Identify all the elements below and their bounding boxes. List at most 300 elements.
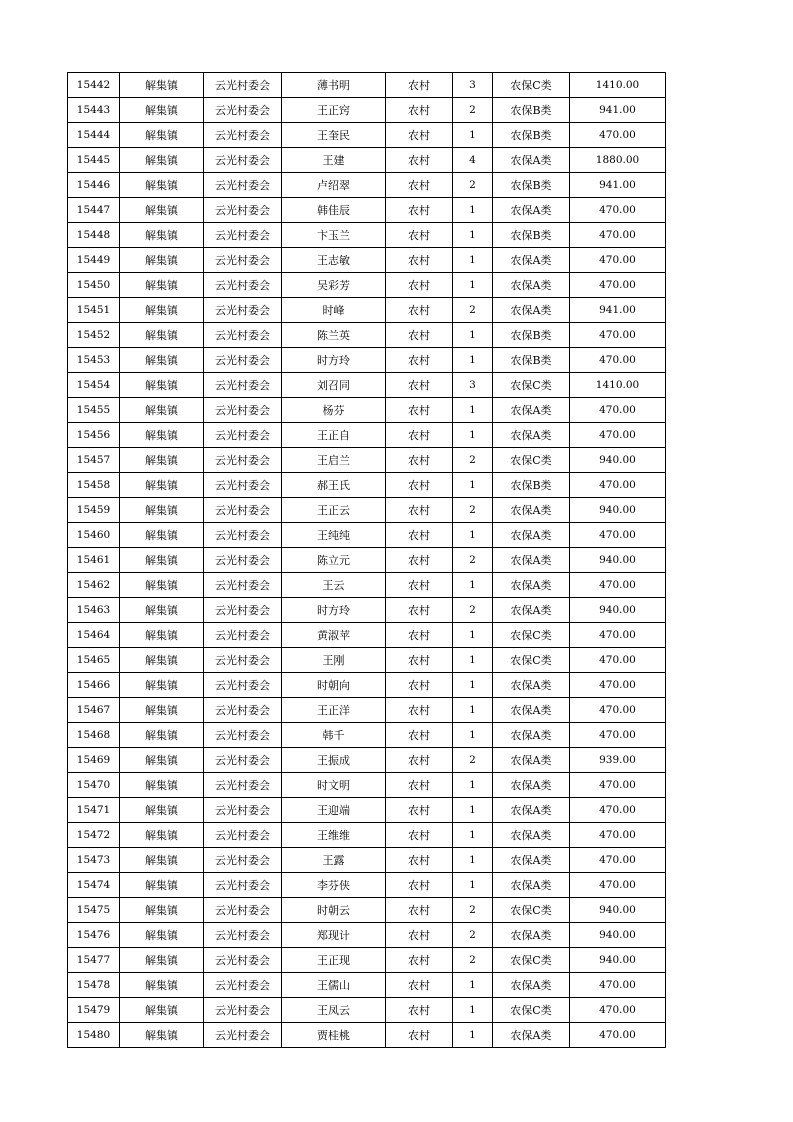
village-committee-cell: 云光村委会 [204,773,282,798]
town-cell: 解集镇 [120,98,204,123]
village-committee-cell: 云光村委会 [204,248,282,273]
category-cell: 农保C类 [493,898,570,923]
amount-cell: 1880.00 [570,148,666,173]
table-row [68,823,666,848]
village-committee-cell: 云光村委会 [204,423,282,448]
amount-cell: 1410.00 [570,73,666,98]
area-type-cell: 农村 [386,998,453,1023]
serial-number-cell: 15458 [68,473,120,498]
amount-cell: 470.00 [570,248,666,273]
category-cell: 农保A类 [493,723,570,748]
serial-number-cell: 15444 [68,123,120,148]
town-cell: 解集镇 [120,848,204,873]
category-cell: 农保A类 [493,598,570,623]
category-cell: 农保A类 [493,973,570,998]
area-type-cell: 农村 [386,123,453,148]
household-count-cell: 1 [453,798,493,823]
table-row [68,673,666,698]
household-count-cell: 1 [453,523,493,548]
household-count-cell: 1 [453,473,493,498]
town-cell: 解集镇 [120,973,204,998]
area-type-cell: 农村 [386,573,453,598]
table-row [68,973,666,998]
area-type-cell: 农村 [386,898,453,923]
household-count-cell: 2 [453,598,493,623]
town-cell: 解集镇 [120,423,204,448]
household-count-cell: 1 [453,423,493,448]
name-cell: 王振成 [282,748,386,773]
name-cell: 王纯纯 [282,523,386,548]
town-cell: 解集镇 [120,548,204,573]
area-type-cell: 农村 [386,373,453,398]
table-row [68,473,666,498]
area-type-cell: 农村 [386,798,453,823]
name-cell: 王正现 [282,948,386,973]
household-count-cell: 1 [453,873,493,898]
category-cell: 农保A类 [493,398,570,423]
category-cell: 农保A类 [493,923,570,948]
area-type-cell: 农村 [386,673,453,698]
village-committee-cell: 云光村委会 [204,948,282,973]
name-cell: 卢绍翠 [282,173,386,198]
town-cell: 解集镇 [120,223,204,248]
village-committee-cell: 云光村委会 [204,1023,282,1048]
household-count-cell: 2 [453,548,493,573]
area-type-cell: 农村 [386,723,453,748]
town-cell: 解集镇 [120,273,204,298]
table-row [68,873,666,898]
name-cell: 时朝云 [282,898,386,923]
household-count-cell: 4 [453,148,493,173]
serial-number-cell: 15472 [68,823,120,848]
household-count-cell: 1 [453,273,493,298]
household-count-cell: 2 [453,498,493,523]
amount-cell: 940.00 [570,548,666,573]
village-committee-cell: 云光村委会 [204,698,282,723]
table-row [68,648,666,673]
town-cell: 解集镇 [120,873,204,898]
town-cell: 解集镇 [120,148,204,173]
table-row [68,448,666,473]
amount-cell: 940.00 [570,598,666,623]
amount-cell: 940.00 [570,923,666,948]
village-committee-cell: 云光村委会 [204,73,282,98]
town-cell: 解集镇 [120,698,204,723]
area-type-cell: 农村 [386,698,453,723]
town-cell: 解集镇 [120,398,204,423]
serial-number-cell: 15480 [68,1023,120,1048]
household-count-cell: 1 [453,998,493,1023]
area-type-cell: 农村 [386,523,453,548]
household-count-cell: 1 [453,248,493,273]
category-cell: 农保C类 [493,998,570,1023]
town-cell: 解集镇 [120,373,204,398]
name-cell: 王刚 [282,648,386,673]
name-cell: 郝王氏 [282,473,386,498]
serial-number-cell: 15464 [68,623,120,648]
serial-number-cell: 15476 [68,923,120,948]
amount-cell: 941.00 [570,298,666,323]
village-committee-cell: 云光村委会 [204,298,282,323]
serial-number-cell: 15470 [68,773,120,798]
table-row [68,398,666,423]
town-cell: 解集镇 [120,898,204,923]
amount-cell: 470.00 [570,823,666,848]
amount-cell: 470.00 [570,573,666,598]
town-cell: 解集镇 [120,598,204,623]
table-row [68,548,666,573]
amount-cell: 470.00 [570,798,666,823]
village-committee-cell: 云光村委会 [204,898,282,923]
table-row [68,423,666,448]
records-body [68,73,666,1048]
category-cell: 农保A类 [493,823,570,848]
village-committee-cell: 云光村委会 [204,848,282,873]
town-cell: 解集镇 [120,948,204,973]
serial-number-cell: 15466 [68,673,120,698]
household-count-cell: 1 [453,573,493,598]
name-cell: 王奎民 [282,123,386,148]
amount-cell: 940.00 [570,498,666,523]
area-type-cell: 农村 [386,773,453,798]
area-type-cell: 农村 [386,223,453,248]
household-count-cell: 1 [453,198,493,223]
amount-cell: 470.00 [570,273,666,298]
town-cell: 解集镇 [120,773,204,798]
category-cell: 农保C类 [493,373,570,398]
category-cell: 农保A类 [493,798,570,823]
table-row [68,123,666,148]
category-cell: 农保A类 [493,573,570,598]
table-row [68,1023,666,1048]
village-committee-cell: 云光村委会 [204,323,282,348]
name-cell: 王迎端 [282,798,386,823]
name-cell: 王维维 [282,823,386,848]
serial-number-cell: 15478 [68,973,120,998]
table-row [68,798,666,823]
area-type-cell: 农村 [386,598,453,623]
area-type-cell: 农村 [386,398,453,423]
category-cell: 农保B类 [493,323,570,348]
village-committee-cell: 云光村委会 [204,448,282,473]
village-committee-cell: 云光村委会 [204,673,282,698]
household-count-cell: 2 [453,948,493,973]
area-type-cell: 农村 [386,873,453,898]
amount-cell: 470.00 [570,323,666,348]
serial-number-cell: 15462 [68,573,120,598]
amount-cell: 939.00 [570,748,666,773]
table-row [68,148,666,173]
amount-cell: 470.00 [570,198,666,223]
household-count-cell: 1 [453,223,493,248]
area-type-cell: 农村 [386,448,453,473]
serial-number-cell: 15465 [68,648,120,673]
amount-cell: 470.00 [570,223,666,248]
town-cell: 解集镇 [120,323,204,348]
name-cell: 薄书明 [282,73,386,98]
name-cell: 韩千 [282,723,386,748]
household-count-cell: 3 [453,73,493,98]
area-type-cell: 农村 [386,248,453,273]
household-count-cell: 1 [453,698,493,723]
table-row [68,73,666,98]
village-committee-cell: 云光村委会 [204,573,282,598]
household-count-cell: 1 [453,323,493,348]
village-committee-cell: 云光村委会 [204,148,282,173]
village-committee-cell: 云光村委会 [204,548,282,573]
village-committee-cell: 云光村委会 [204,273,282,298]
table-row [68,998,666,1023]
serial-number-cell: 15455 [68,398,120,423]
name-cell: 王云 [282,573,386,598]
table-row [68,348,666,373]
area-type-cell: 农村 [386,548,453,573]
serial-number-cell: 15459 [68,498,120,523]
town-cell: 解集镇 [120,723,204,748]
name-cell: 卞玉兰 [282,223,386,248]
table-row [68,948,666,973]
amount-cell: 940.00 [570,948,666,973]
category-cell: 农保A类 [493,548,570,573]
table-row [68,748,666,773]
amount-cell: 470.00 [570,648,666,673]
serial-number-cell: 15457 [68,448,120,473]
village-committee-cell: 云光村委会 [204,873,282,898]
serial-number-cell: 15451 [68,298,120,323]
serial-number-cell: 15450 [68,273,120,298]
area-type-cell: 农村 [386,973,453,998]
area-type-cell: 农村 [386,173,453,198]
serial-number-cell: 15442 [68,73,120,98]
amount-cell: 470.00 [570,398,666,423]
household-count-cell: 1 [453,648,493,673]
area-type-cell: 农村 [386,98,453,123]
name-cell: 王凤云 [282,998,386,1023]
area-type-cell: 农村 [386,1023,453,1048]
amount-cell: 470.00 [570,848,666,873]
village-committee-cell: 云光村委会 [204,748,282,773]
amount-cell: 1410.00 [570,373,666,398]
serial-number-cell: 15460 [68,523,120,548]
town-cell: 解集镇 [120,748,204,773]
town-cell: 解集镇 [120,498,204,523]
name-cell: 郑现计 [282,923,386,948]
category-cell: 农保B类 [493,123,570,148]
area-type-cell: 农村 [386,848,453,873]
village-committee-cell: 云光村委会 [204,198,282,223]
table-row [68,323,666,348]
area-type-cell: 农村 [386,323,453,348]
serial-number-cell: 15479 [68,998,120,1023]
category-cell: 农保A类 [493,673,570,698]
household-count-cell: 1 [453,773,493,798]
table-row [68,623,666,648]
amount-cell: 941.00 [570,98,666,123]
household-count-cell: 2 [453,298,493,323]
category-cell: 农保B类 [493,348,570,373]
category-cell: 农保A类 [493,423,570,448]
amount-cell: 940.00 [570,448,666,473]
household-count-cell: 2 [453,898,493,923]
name-cell: 贾桂桃 [282,1023,386,1048]
household-count-cell: 1 [453,973,493,998]
serial-number-cell: 15453 [68,348,120,373]
table-row [68,848,666,873]
town-cell: 解集镇 [120,523,204,548]
table-row [68,373,666,398]
amount-cell: 470.00 [570,423,666,448]
village-committee-cell: 云光村委会 [204,998,282,1023]
village-committee-cell: 云光村委会 [204,498,282,523]
table-row [68,298,666,323]
town-cell: 解集镇 [120,173,204,198]
category-cell: 农保A类 [493,498,570,523]
household-count-cell: 2 [453,448,493,473]
table-row [68,98,666,123]
category-cell: 农保C类 [493,648,570,673]
village-committee-cell: 云光村委会 [204,123,282,148]
household-count-cell: 1 [453,1023,493,1048]
area-type-cell: 农村 [386,148,453,173]
village-committee-cell: 云光村委会 [204,723,282,748]
village-committee-cell: 云光村委会 [204,923,282,948]
amount-cell: 470.00 [570,873,666,898]
village-committee-cell: 云光村委会 [204,823,282,848]
amount-cell: 470.00 [570,998,666,1023]
area-type-cell: 农村 [386,748,453,773]
village-committee-cell: 云光村委会 [204,223,282,248]
amount-cell: 941.00 [570,173,666,198]
area-type-cell: 农村 [386,298,453,323]
household-count-cell: 2 [453,173,493,198]
serial-number-cell: 15443 [68,98,120,123]
amount-cell: 470.00 [570,673,666,698]
amount-cell: 470.00 [570,623,666,648]
town-cell: 解集镇 [120,248,204,273]
serial-number-cell: 15471 [68,798,120,823]
name-cell: 王启兰 [282,448,386,473]
name-cell: 陈立元 [282,548,386,573]
name-cell: 王建 [282,148,386,173]
table-row [68,273,666,298]
area-type-cell: 农村 [386,923,453,948]
serial-number-cell: 15452 [68,323,120,348]
category-cell: 农保C类 [493,73,570,98]
table-row [68,573,666,598]
table-row [68,498,666,523]
table-row [68,223,666,248]
table-row [68,698,666,723]
area-type-cell: 农村 [386,348,453,373]
category-cell: 农保B类 [493,173,570,198]
name-cell: 王正自 [282,423,386,448]
name-cell: 时朝向 [282,673,386,698]
village-committee-cell: 云光村委会 [204,798,282,823]
village-committee-cell: 云光村委会 [204,598,282,623]
table-row [68,598,666,623]
village-committee-cell: 云光村委会 [204,98,282,123]
name-cell: 王正窍 [282,98,386,123]
name-cell: 时方玲 [282,598,386,623]
area-type-cell: 农村 [386,473,453,498]
table-row [68,248,666,273]
category-cell: 农保C类 [493,623,570,648]
name-cell: 王儒山 [282,973,386,998]
name-cell: 王正云 [282,498,386,523]
town-cell: 解集镇 [120,1023,204,1048]
serial-number-cell: 15448 [68,223,120,248]
amount-cell: 470.00 [570,973,666,998]
town-cell: 解集镇 [120,623,204,648]
town-cell: 解集镇 [120,473,204,498]
household-count-cell: 1 [453,823,493,848]
serial-number-cell: 15473 [68,848,120,873]
records-table [67,72,666,1048]
category-cell: 农保A类 [493,298,570,323]
category-cell: 农保A类 [493,698,570,723]
town-cell: 解集镇 [120,923,204,948]
town-cell: 解集镇 [120,573,204,598]
village-committee-cell: 云光村委会 [204,648,282,673]
town-cell: 解集镇 [120,348,204,373]
table-row [68,173,666,198]
serial-number-cell: 15456 [68,423,120,448]
village-committee-cell: 云光村委会 [204,348,282,373]
category-cell: 农保A类 [493,1023,570,1048]
table-row [68,898,666,923]
serial-number-cell: 15475 [68,898,120,923]
name-cell: 李芬侠 [282,873,386,898]
village-committee-cell: 云光村委会 [204,973,282,998]
area-type-cell: 农村 [386,198,453,223]
area-type-cell: 农村 [386,498,453,523]
serial-number-cell: 15467 [68,698,120,723]
category-cell: 农保B类 [493,223,570,248]
name-cell: 王正洋 [282,698,386,723]
amount-cell: 940.00 [570,898,666,923]
town-cell: 解集镇 [120,998,204,1023]
town-cell: 解集镇 [120,648,204,673]
town-cell: 解集镇 [120,823,204,848]
serial-number-cell: 15463 [68,598,120,623]
household-count-cell: 1 [453,398,493,423]
village-committee-cell: 云光村委会 [204,623,282,648]
amount-cell: 470.00 [570,773,666,798]
household-count-cell: 2 [453,748,493,773]
name-cell: 刘召同 [282,373,386,398]
name-cell: 时文明 [282,773,386,798]
name-cell: 陈兰英 [282,323,386,348]
table-row [68,198,666,223]
serial-number-cell: 15446 [68,173,120,198]
serial-number-cell: 15447 [68,198,120,223]
amount-cell: 470.00 [570,723,666,748]
category-cell: 农保A类 [493,523,570,548]
category-cell: 农保B类 [493,473,570,498]
town-cell: 解集镇 [120,448,204,473]
category-cell: 农保A类 [493,773,570,798]
amount-cell: 470.00 [570,523,666,548]
name-cell: 王露 [282,848,386,873]
category-cell: 农保A类 [493,748,570,773]
household-count-cell: 2 [453,923,493,948]
serial-number-cell: 15449 [68,248,120,273]
serial-number-cell: 15461 [68,548,120,573]
household-count-cell: 1 [453,673,493,698]
household-count-cell: 2 [453,98,493,123]
household-count-cell: 1 [453,123,493,148]
village-committee-cell: 云光村委会 [204,473,282,498]
